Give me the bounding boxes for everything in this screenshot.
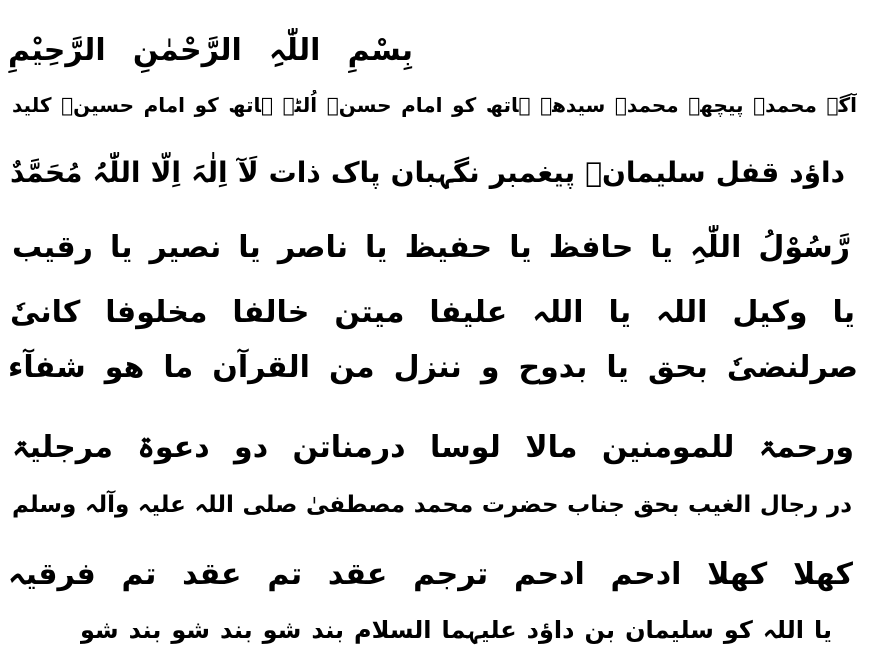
- text-line: یا وکیل اللہ یا اللہ علیفا میتن خالفا مخلوفا کانیٗ: [10, 295, 855, 330]
- text-line: صرلنضیٗ بحق یا بدوح و ننزل من القرآن ما ھو شفآء: [8, 350, 858, 385]
- text-line: ورحمۃ للمومنین مالا لوسا درمناتن دو دعوۃ مرجلیۃ: [12, 430, 854, 465]
- text-line: رَّسُوْلُ اللّٰہِ یا حافظ یا حفیظ یا ناصر یا نصیر یا رقیب: [12, 230, 850, 265]
- bismillah-line: بِسْمِ اللّٰہِ الرَّحْمٰنِ الرَّحِیْمِ: [8, 33, 413, 68]
- text-line: کھلا کھلا ادحم ادحم ترجم عقد تم عقد تم فرقیہ: [8, 557, 853, 592]
- text-line: آگے محمدؐ پیچھے محمدؐ سیدھے ہاتھ کو امام حسنؑ اُلٹے ہاتھ کو امام حسینؑ کلید: [12, 93, 857, 117]
- text-line: داؤد قفل سلیمانؑ پیغمبر نگہبان پاک ذات لَآ اِلٰہَ اِلَّا اللّٰہُ مُحَمَّدٌ: [10, 156, 845, 189]
- text-line: در رجال الغیب بحق جناب حضرت محمد مصطفیٰ صلی اللہ علیہ وآلہ وسلم: [12, 492, 852, 518]
- text-line: یا اللہ کو سلیمان بن داؤد علیہما السلام بند شو بند شو بند شو: [80, 616, 832, 644]
